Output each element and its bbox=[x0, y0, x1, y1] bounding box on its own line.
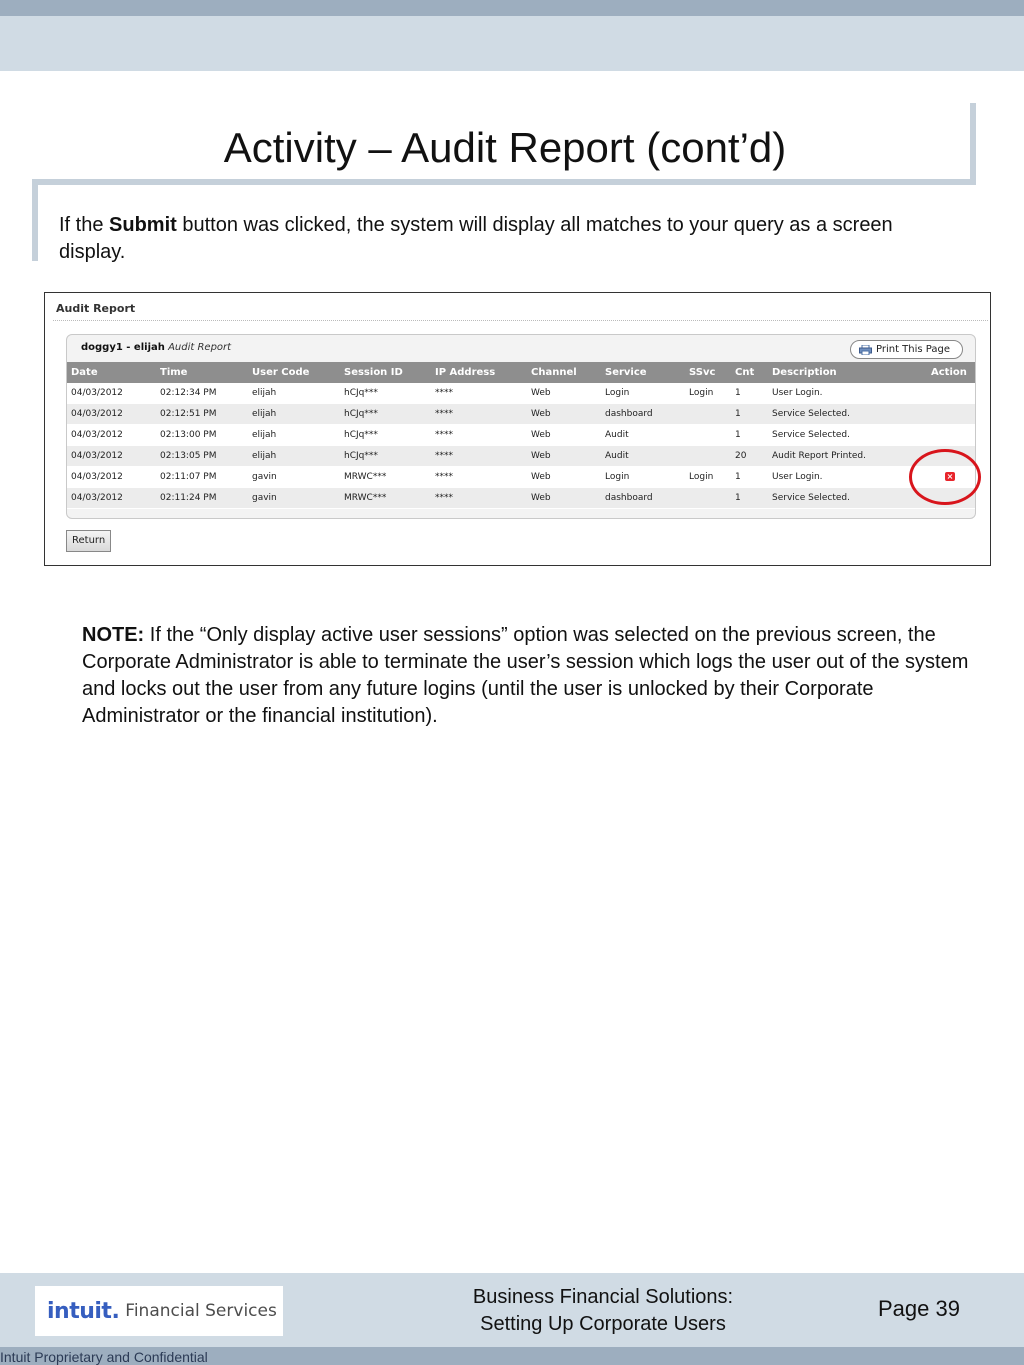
col-user-code[interactable]: User Code bbox=[248, 362, 340, 383]
cell-date: 04/03/2012 bbox=[67, 425, 156, 446]
cell-ip: **** bbox=[431, 488, 527, 509]
cell-user: elijah bbox=[248, 446, 340, 467]
cell-channel: Web bbox=[527, 467, 601, 488]
panel-title-rule bbox=[53, 320, 988, 321]
cell-ssvc: Login bbox=[685, 467, 731, 488]
col-ip-address[interactable]: IP Address bbox=[431, 362, 527, 383]
footer-line-2: Setting Up Corporate Users bbox=[480, 1313, 726, 1335]
cell-ip: **** bbox=[431, 383, 527, 404]
intro-text bbox=[59, 212, 959, 266]
intro-suffix: button was clicked, the system will display all matches to your query as a screen display. bbox=[59, 214, 893, 263]
cell-ip: **** bbox=[431, 404, 527, 425]
audit-report-screenshot bbox=[44, 292, 991, 566]
footer-line-1: Business Financial Solutions: bbox=[472, 1286, 734, 1308]
logo-text: Financial Services bbox=[125, 1301, 277, 1321]
cell-ssvc bbox=[685, 425, 731, 446]
cell-channel: Web bbox=[527, 446, 601, 467]
cell-date: 04/03/2012 bbox=[67, 383, 156, 404]
cell-cnt: 1 bbox=[731, 488, 768, 509]
cell-time: 02:11:07 PM bbox=[156, 467, 248, 488]
cell-cnt: 1 bbox=[731, 383, 768, 404]
title-frame-bottom bbox=[32, 179, 976, 185]
cell-service: dashboard bbox=[601, 488, 685, 509]
cell-session: MRWC*** bbox=[340, 488, 431, 509]
audit-table bbox=[67, 362, 975, 509]
cell-date: 04/03/2012 bbox=[67, 446, 156, 467]
cell-ssvc bbox=[685, 404, 731, 425]
cell-time: 02:12:34 PM bbox=[156, 383, 248, 404]
col-date[interactable]: Date bbox=[67, 362, 156, 383]
cell-session: hCJq*** bbox=[340, 383, 431, 404]
intuit-logo bbox=[35, 1286, 283, 1336]
note-text bbox=[82, 622, 982, 730]
highlight-circle bbox=[909, 449, 981, 505]
cell-action bbox=[927, 425, 975, 446]
cell-ssvc: Login bbox=[685, 383, 731, 404]
note-label: NOTE: bbox=[82, 624, 145, 646]
table-row bbox=[67, 425, 975, 446]
cell-desc: User Login. bbox=[768, 383, 927, 404]
terminate-session-icon[interactable]: × bbox=[946, 472, 954, 481]
print-page-button[interactable] bbox=[850, 340, 963, 359]
col-cnt[interactable]: Cnt bbox=[731, 362, 768, 383]
return-button[interactable]: Return bbox=[66, 530, 111, 552]
table-header-row bbox=[67, 362, 975, 383]
report-label: Audit Report bbox=[168, 342, 232, 353]
cell-action bbox=[927, 383, 975, 404]
cell-service: dashboard bbox=[601, 404, 685, 425]
col-service[interactable]: Service bbox=[601, 362, 685, 383]
cell-desc: Audit Report Printed. bbox=[768, 446, 927, 467]
cell-user: elijah bbox=[248, 404, 340, 425]
cell-ssvc bbox=[685, 446, 731, 467]
cell-ssvc bbox=[685, 488, 731, 509]
table-row bbox=[67, 383, 975, 404]
intro-bold: Submit bbox=[109, 214, 177, 236]
col-session-id[interactable]: Session ID bbox=[340, 362, 431, 383]
cell-desc: Service Selected. bbox=[768, 404, 927, 425]
cell-desc: User Login. bbox=[768, 467, 927, 488]
title-frame-left bbox=[32, 179, 38, 261]
table-row bbox=[67, 404, 975, 425]
cell-date: 04/03/2012 bbox=[67, 404, 156, 425]
cell-service: Audit bbox=[601, 446, 685, 467]
page-number: Page 39 bbox=[878, 1296, 960, 1321]
report-box bbox=[66, 334, 976, 519]
header-band-light bbox=[0, 16, 1024, 71]
cell-channel: Web bbox=[527, 488, 601, 509]
panel-title: Audit Report bbox=[56, 302, 136, 315]
cell-channel: Web bbox=[527, 383, 601, 404]
table-row bbox=[67, 446, 975, 467]
cell-time: 02:13:05 PM bbox=[156, 446, 248, 467]
logo-mark: intuit. bbox=[47, 1298, 120, 1324]
col-channel[interactable]: Channel bbox=[527, 362, 601, 383]
header-band-dark bbox=[0, 0, 1024, 16]
cell-desc: Service Selected. bbox=[768, 425, 927, 446]
cell-user: elijah bbox=[248, 425, 340, 446]
report-header bbox=[81, 342, 231, 353]
cell-session: MRWC*** bbox=[340, 467, 431, 488]
col-action[interactable]: Action bbox=[927, 362, 975, 383]
cell-ip: **** bbox=[431, 467, 527, 488]
cell-date: 04/03/2012 bbox=[67, 488, 156, 509]
cell-time: 02:11:24 PM bbox=[156, 488, 248, 509]
table-row bbox=[67, 488, 975, 509]
col-description[interactable]: Description bbox=[768, 362, 927, 383]
confidential-notice: Intuit Proprietary and Confidential bbox=[0, 1349, 208, 1365]
cell-service: Login bbox=[601, 467, 685, 488]
footer-caption bbox=[430, 1284, 776, 1338]
cell-cnt: 1 bbox=[731, 404, 768, 425]
cell-desc: Service Selected. bbox=[768, 488, 927, 509]
cell-cnt: 1 bbox=[731, 425, 768, 446]
cell-user: elijah bbox=[248, 383, 340, 404]
cell-date: 04/03/2012 bbox=[67, 467, 156, 488]
slide-title: Activity – Audit Report (cont’d) bbox=[223, 124, 787, 171]
col-ssvc[interactable]: SSvc bbox=[685, 362, 731, 383]
table-row bbox=[67, 467, 975, 488]
cell-cnt: 1 bbox=[731, 467, 768, 488]
cell-ip: **** bbox=[431, 425, 527, 446]
cell-ip: **** bbox=[431, 446, 527, 467]
print-page-label: Print This Page bbox=[875, 344, 950, 355]
intro-prefix: If the bbox=[59, 214, 110, 236]
col-time[interactable]: Time bbox=[156, 362, 248, 383]
cell-service: Login bbox=[601, 383, 685, 404]
cell-user: gavin bbox=[248, 467, 340, 488]
cell-cnt: 20 bbox=[731, 446, 768, 467]
cell-session: hCJq*** bbox=[340, 446, 431, 467]
cell-user: gavin bbox=[248, 488, 340, 509]
cell-service: Audit bbox=[601, 425, 685, 446]
cell-channel: Web bbox=[527, 404, 601, 425]
cell-time: 02:13:00 PM bbox=[156, 425, 248, 446]
cell-channel: Web bbox=[527, 425, 601, 446]
cell-session: hCJq*** bbox=[340, 404, 431, 425]
cell-action bbox=[927, 404, 975, 425]
cell-time: 02:12:51 PM bbox=[156, 404, 248, 425]
note-body: If the “Only display active user sessions” option was selected on the previous screen, the Corporate Administrator is able to terminate the user’s session which logs the user out of the system and locks out the user from any future logins (until the user is unlocked by their Corporate Administrator or the financial institution). bbox=[82, 624, 969, 727]
report-user: doggy1 - elijah bbox=[81, 342, 165, 353]
printer-icon bbox=[859, 345, 872, 355]
cell-session: hCJq*** bbox=[340, 425, 431, 446]
